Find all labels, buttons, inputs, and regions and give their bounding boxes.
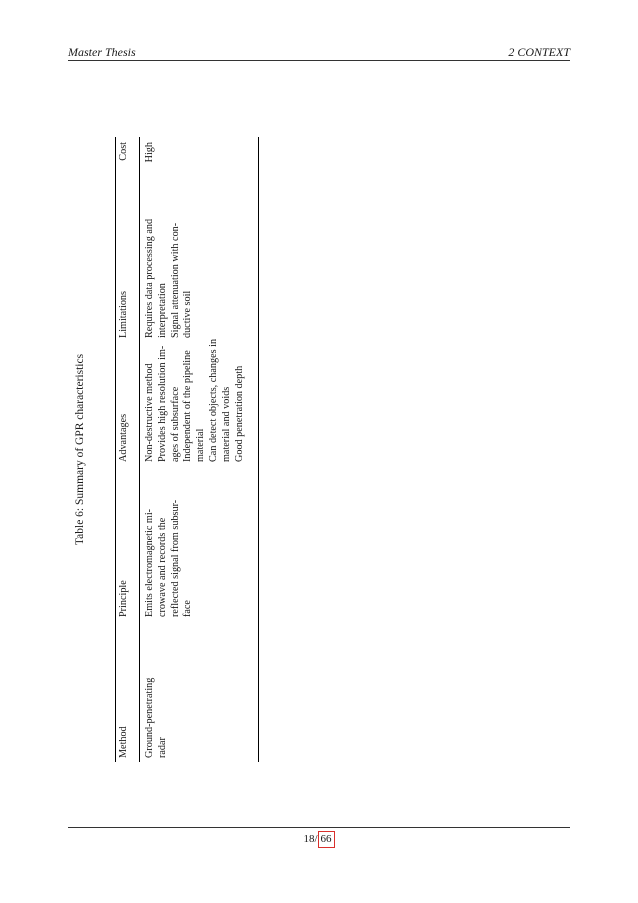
table-top-rule — [115, 137, 116, 762]
cell-line: Good penetration depth — [233, 365, 245, 462]
table-caption: Table 6: Summary of GPR characteristics — [74, 353, 86, 546]
table-mid-rule — [139, 137, 140, 762]
cell-line: face — [182, 600, 194, 617]
cell-line: ductive soil — [182, 290, 194, 338]
cell-line: material — [195, 428, 207, 462]
rotated-table-block — [70, 137, 260, 762]
column-header-advantages: Advantages — [118, 413, 129, 462]
column-header-cost: Cost — [118, 142, 129, 161]
header-rule — [68, 60, 570, 61]
cell-line: Provides high resolution im- — [156, 345, 168, 462]
running-header-title: Master Thesis — [68, 45, 136, 59]
page-current: 18 — [303, 833, 315, 845]
cell-line: material and voids — [220, 386, 232, 462]
column-header-principle: Principle — [118, 580, 129, 617]
page-separator: / — [314, 833, 318, 845]
cell-line: Independent of the pipeline — [182, 350, 194, 462]
cell-limitations — [144, 208, 195, 338]
footer-rule — [68, 827, 570, 828]
cell-advantages — [144, 332, 246, 462]
cell-principle — [144, 499, 195, 617]
cell-line: Signal attenuation with con- — [169, 222, 181, 338]
page-number — [0, 831, 638, 848]
cell-line: Ground-penetrating — [144, 677, 155, 758]
cell-line: Can detect objects, changes in — [207, 338, 219, 462]
cell-line: Non-destructive method — [144, 363, 155, 462]
column-header-limitations: Limitations — [118, 291, 129, 338]
cell-line: ages of subsurface — [169, 386, 181, 462]
cell-line: Requires data processing and — [144, 218, 155, 338]
cell-line: interpretation — [156, 283, 168, 338]
cell-line: reflected signal from subsur- — [169, 499, 181, 617]
table-bottom-rule — [258, 137, 259, 762]
cell-cost — [144, 142, 157, 182]
column-header-method: Method — [118, 726, 129, 758]
cell-line: crowave and records the — [156, 517, 168, 617]
page-total-link[interactable]: 66 — [318, 831, 335, 848]
running-header-section: 2 CONTEXT — [508, 45, 570, 59]
cell-line: High — [144, 142, 155, 163]
cell-line: radar — [156, 737, 168, 758]
cell-line: Emits electromagnetic mi- — [144, 508, 155, 617]
cell-method — [144, 677, 170, 758]
